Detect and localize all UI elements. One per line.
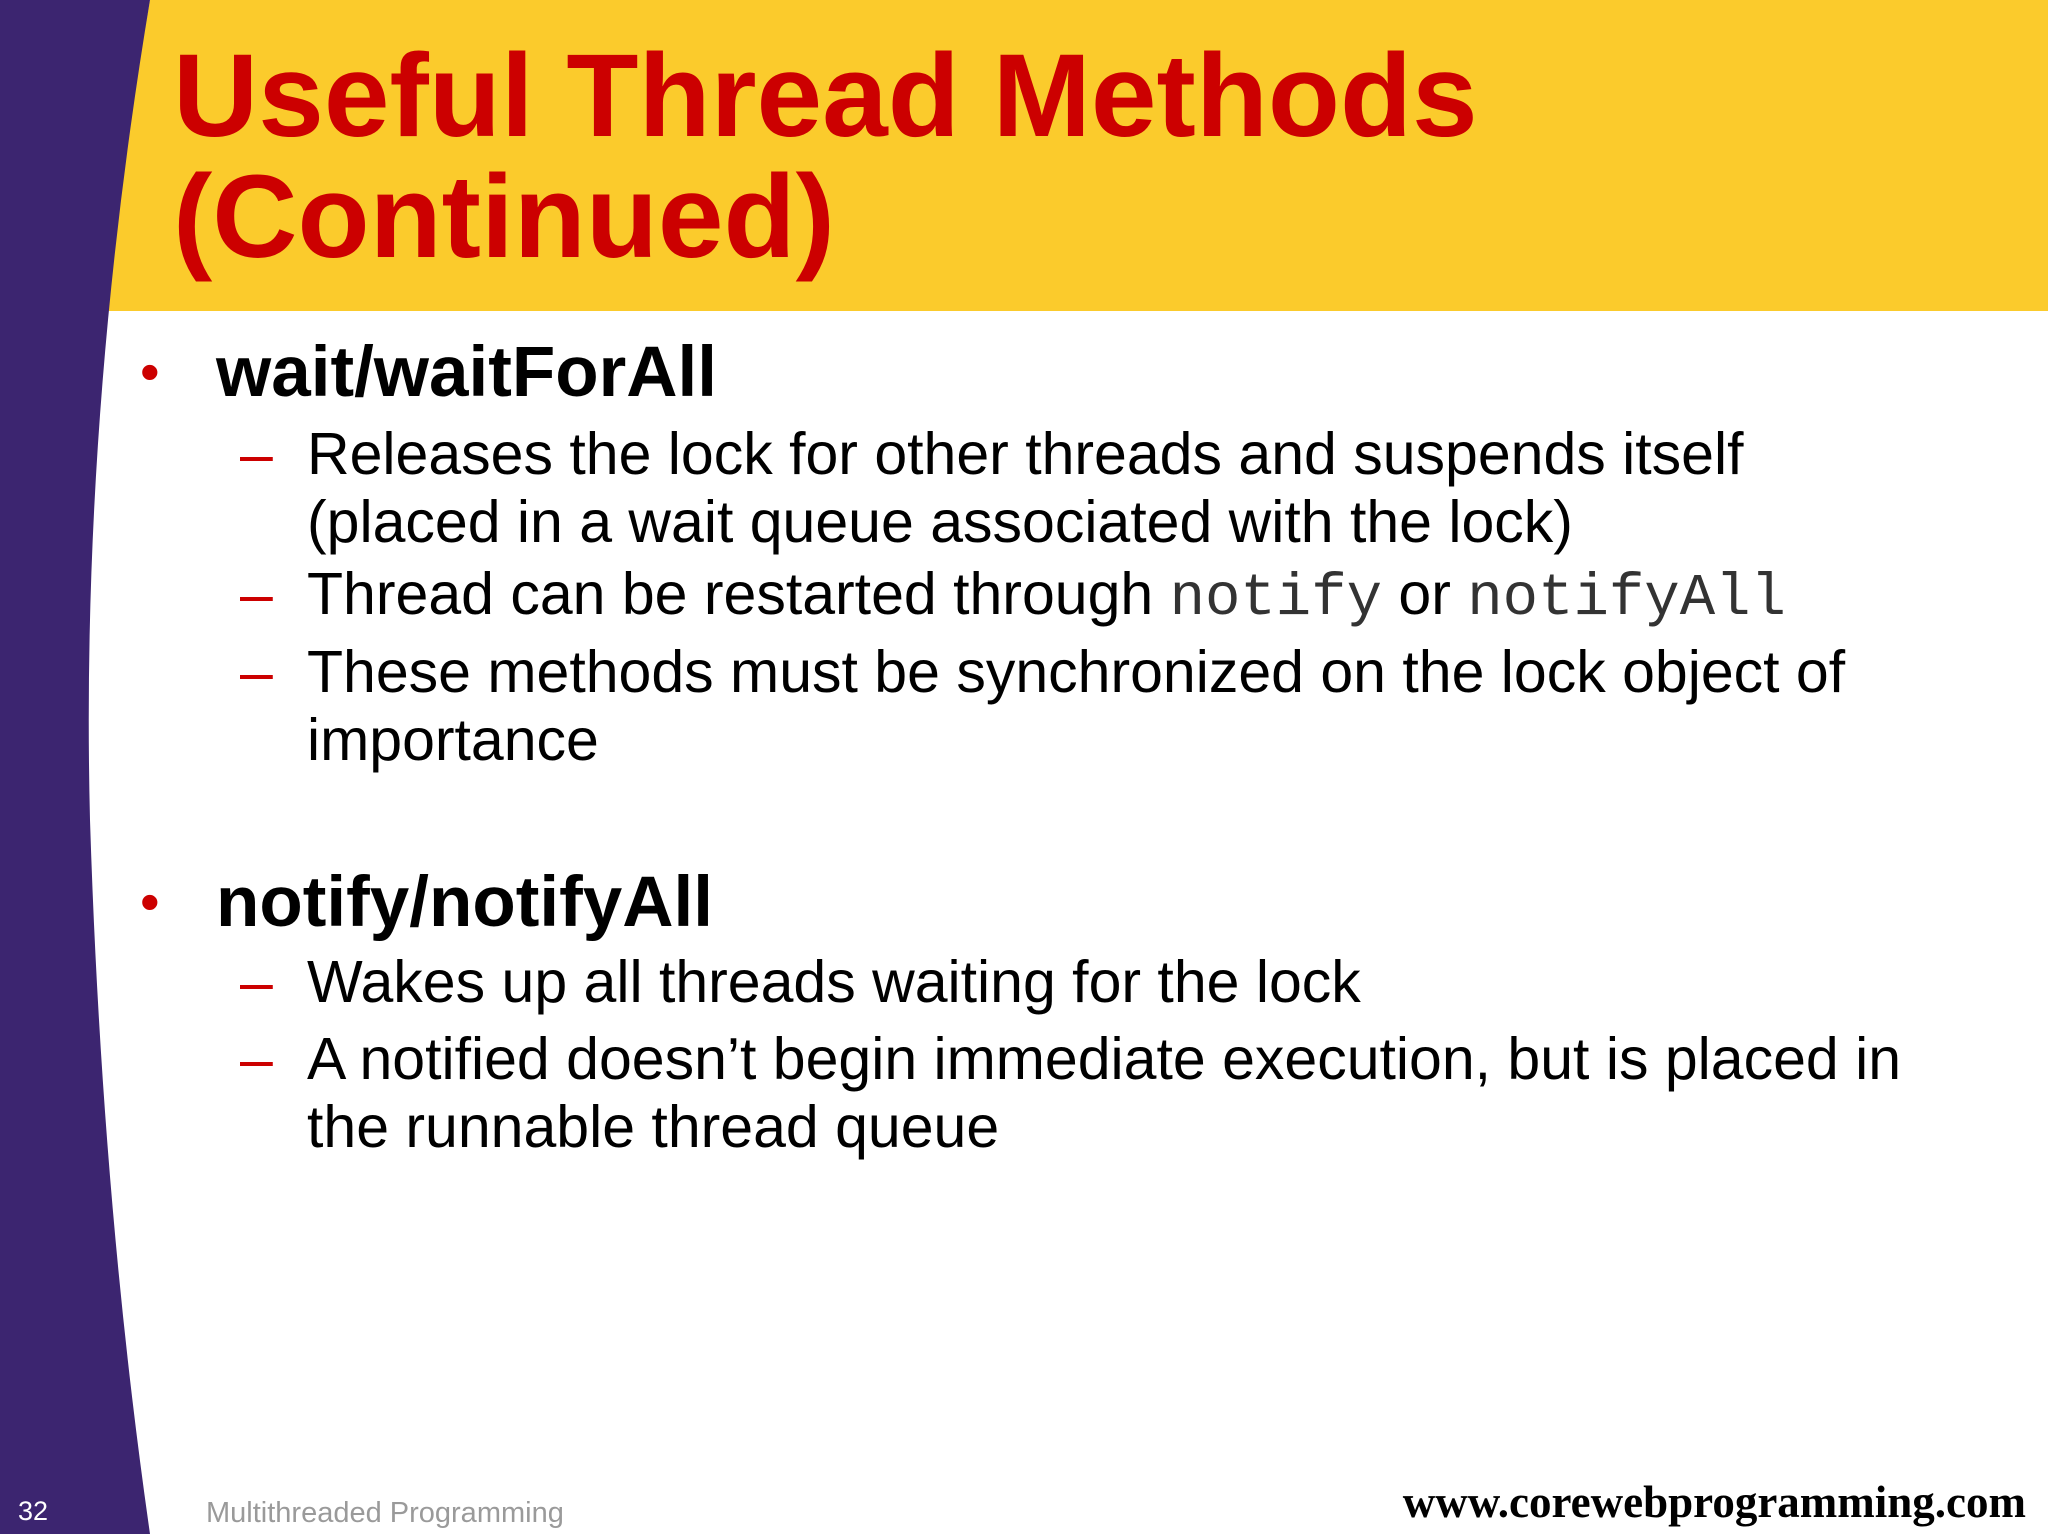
sub-bullet-text [307,1025,1901,1161]
sub-bullet-line: Releases the lock for other threads and suspends itself [307,421,1744,487]
sub-bullet [240,420,2020,560]
sub-bullet-text-prefix: Thread can be restarted through [307,561,1170,627]
sub-bullet-line: (placed in a wait queue associated with the lock) [307,489,1573,555]
sub-bullet-line: These methods must be synchronized on the lock object of [307,639,1846,705]
sub-bullet-text [307,948,1361,1016]
bullet-heading: wait/waitForAll [216,333,717,412]
sub-bullet [240,638,2020,778]
dash-marker: – [240,421,273,487]
dash-marker: – [240,949,273,1015]
bullet-heading: notify/notifyAll [216,863,713,942]
sub-bullet-line: A notified doesn’t begin immediate execution, but is placed in [307,1026,1902,1092]
code-notify: notify [1169,565,1383,632]
sub-bullet [240,1025,2020,1165]
slide-number: 32 [18,1496,49,1526]
dash-marker: – [240,561,273,627]
footer-url: www.corewebprogramming.com [1402,1477,2026,1527]
dash-marker: – [240,1026,273,1092]
sub-bullet-text [307,560,1786,633]
sub-bullet-line: importance [307,707,599,773]
sub-bullet-text-middle: or [1382,561,1468,627]
sub-bullet-line: Wakes up all threads waiting for the lock [307,949,1361,1015]
code-notifyall: notifyAll [1467,565,1786,632]
slide-body: • wait/waitForAll – Releases the lock for other threads and suspends itself (placed in a wait queue associated with the lock) – Thread can be restarted through notify or notifyAll – These methods must be synchronized on the lock object of importance • notify/notifyAll – Wakes up all threads waiting for the lock – A notified doesn’t begin immediate execution, but is placed in the runnable thread queue [0,0,2048,1534]
dash-marker: – [240,639,273,705]
sub-bullet-text [307,638,1845,774]
footer-topic: Multithreaded Programming [206,1497,564,1529]
sub-bullet [240,948,2020,1018]
slide-title-line2: (Continued) [173,151,835,283]
sub-bullet-line: the runnable thread queue [307,1094,1000,1160]
sub-bullet [240,560,2020,630]
slide-title-line1: Useful Thread Methods [173,30,1478,162]
sub-bullet-text [307,420,1743,556]
